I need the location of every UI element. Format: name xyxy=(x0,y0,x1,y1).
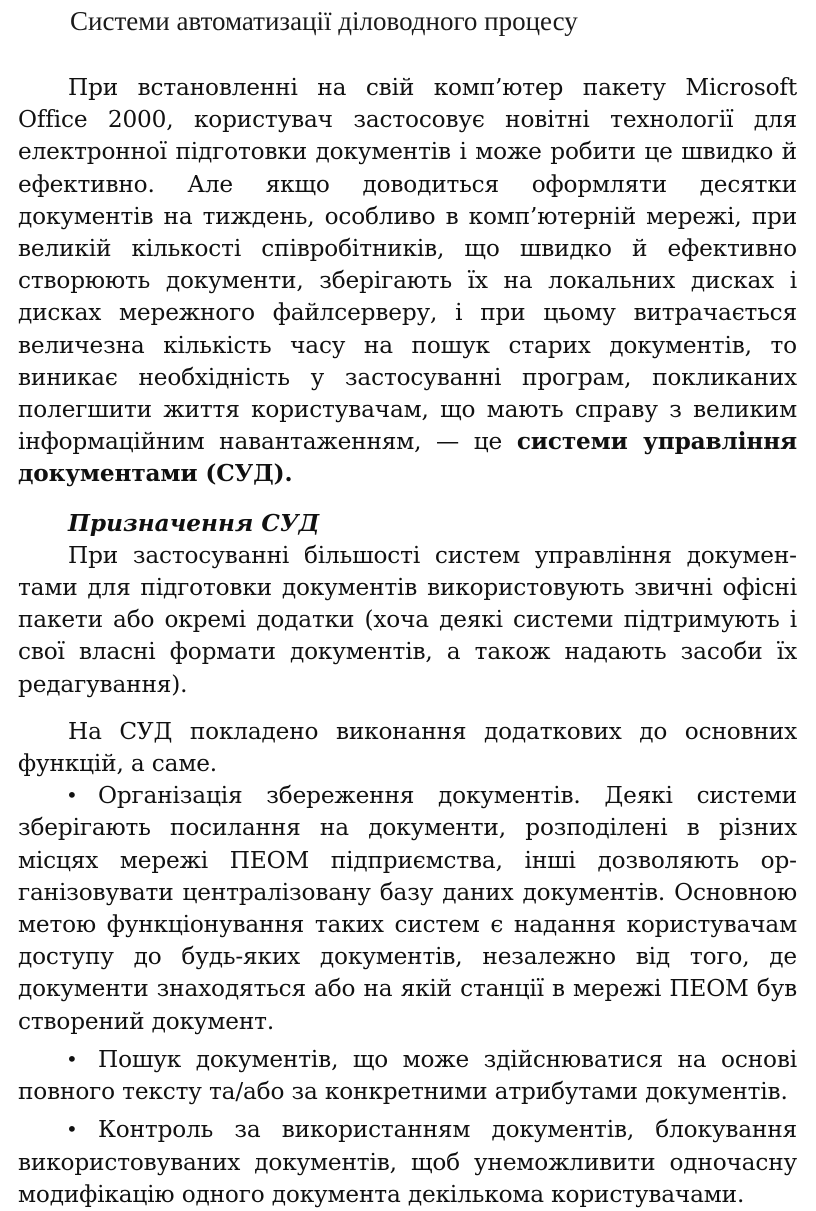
bullet-text: Організація збереження документів. Деякі системи зберігають посилання на документи, розподілені в різних місцях мережі ПЕОМ підприємства, інші дозволяють організовувати централізовану базу даних документів. Основною метою функціонування таких систем є надання користувачам доступу до будь-яких документів, незалежно від того, де документи знаходяться або на якій станції в мережі ПЕОМ був створений документ. xyxy=(18,782,797,1035)
intro-text: При встановленні на свій комп’ютер пакету Microsoft Office 2000, користувач застосовує новітні технології для електронної підготовки документів і може робити це швидко й ефективно. Але якщо доводиться оформляти десятки документів на тиждень, особливо в комп’ютерній мережі, при великій кількості співробітників, що швидко й ефективно створюють документи, зберігають їх на локальних дисках і дисках мережного файлсерверу, і при цьому витрачається величезна кількість часу на пошук старих документів, то виникає необхідність у застосуванні програм, покликаних полегшити життя користувачам, що мають справу з великим інформаційним навантаженням, — це xyxy=(18,74,797,456)
bullet-icon: • xyxy=(66,1117,78,1142)
bullet-item-search xyxy=(18,1044,797,1108)
intro-paragraph xyxy=(18,72,797,491)
bullet-text: Контроль за використанням документів, блокування використовуваних документів, щоб унеможливити одночасну модифікацію одного документа декількома користувачами. xyxy=(18,1116,797,1208)
bullet-icon: • xyxy=(66,783,78,808)
section-paragraph-2: На СУД покладено виконання додаткових до основних функцій, а саме. xyxy=(18,717,797,778)
bullet-icon: • xyxy=(66,1046,78,1071)
section-heading: Призначення СУД xyxy=(68,509,320,537)
intro-term: системи управління документами (СУД). xyxy=(18,428,797,488)
page-body xyxy=(18,72,797,1211)
bullet-text: Пошук документів, що може здійснюватися на основі повного тексту та/або за конкретними атрибутами документів. xyxy=(18,1045,797,1106)
bullet-item-storage xyxy=(18,780,797,1038)
bullet-item-control xyxy=(18,1114,797,1211)
section-paragraph-1: При застосуванні більшості систем управління документами для підготовки документів використовують звичні офісні пакети або окремі додатки (хоча деякі системи підтримують і свої власні формати документів, а також надають засоби їх редагування). xyxy=(18,541,797,698)
running-head: Системи автоматизації діловодного процесу xyxy=(70,6,578,36)
